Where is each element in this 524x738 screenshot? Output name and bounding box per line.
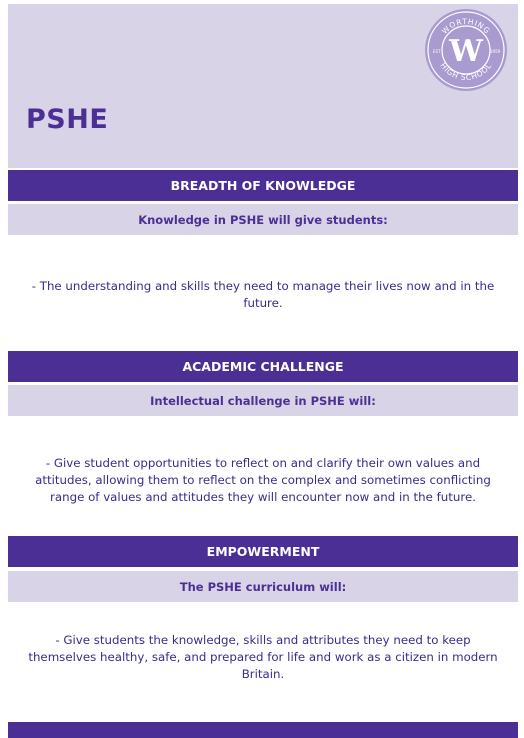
logo-monogram: W xyxy=(449,34,483,69)
footer-band xyxy=(8,722,518,738)
section-body-challenge: - Give student opportunities to reflect on and clarify their own values and attitudes, allowing them to reflect on the complex and sometimes conflicting range of values and attitudes they will encounter now and in the future. xyxy=(35,456,491,504)
section-heading-empowerment: EMPOWERMENT xyxy=(8,536,518,567)
logo-text-top: WORTHING xyxy=(439,16,493,36)
section-body-breadth: - The understanding and skills they need to manage their lives now and in the future. xyxy=(31,279,495,310)
school-logo xyxy=(424,8,508,92)
logo-text-bottom: HIGH SCHOOL xyxy=(438,61,494,83)
page-title: PSHE xyxy=(26,104,109,135)
section-body-empowerment: - Give students the knowledge, skills and attributes they need to keep themselves healthy, safe, and prepared for life and work as a citizen in modern Britain. xyxy=(28,633,498,681)
section-heading-breadth: BREADTH OF KNOWLEDGE xyxy=(8,170,518,201)
section-subheading-challenge: Intellectual challenge in PSHE will: xyxy=(8,385,518,416)
section-subheading-breadth: Knowledge in PSHE will give students: xyxy=(8,204,518,235)
logo-right-label: 1959 xyxy=(490,49,501,54)
logo-left-label: EST xyxy=(433,49,441,54)
section-heading-challenge: ACADEMIC CHALLENGE xyxy=(8,351,518,382)
section-subheading-empowerment: The PSHE curriculum will: xyxy=(8,571,518,602)
